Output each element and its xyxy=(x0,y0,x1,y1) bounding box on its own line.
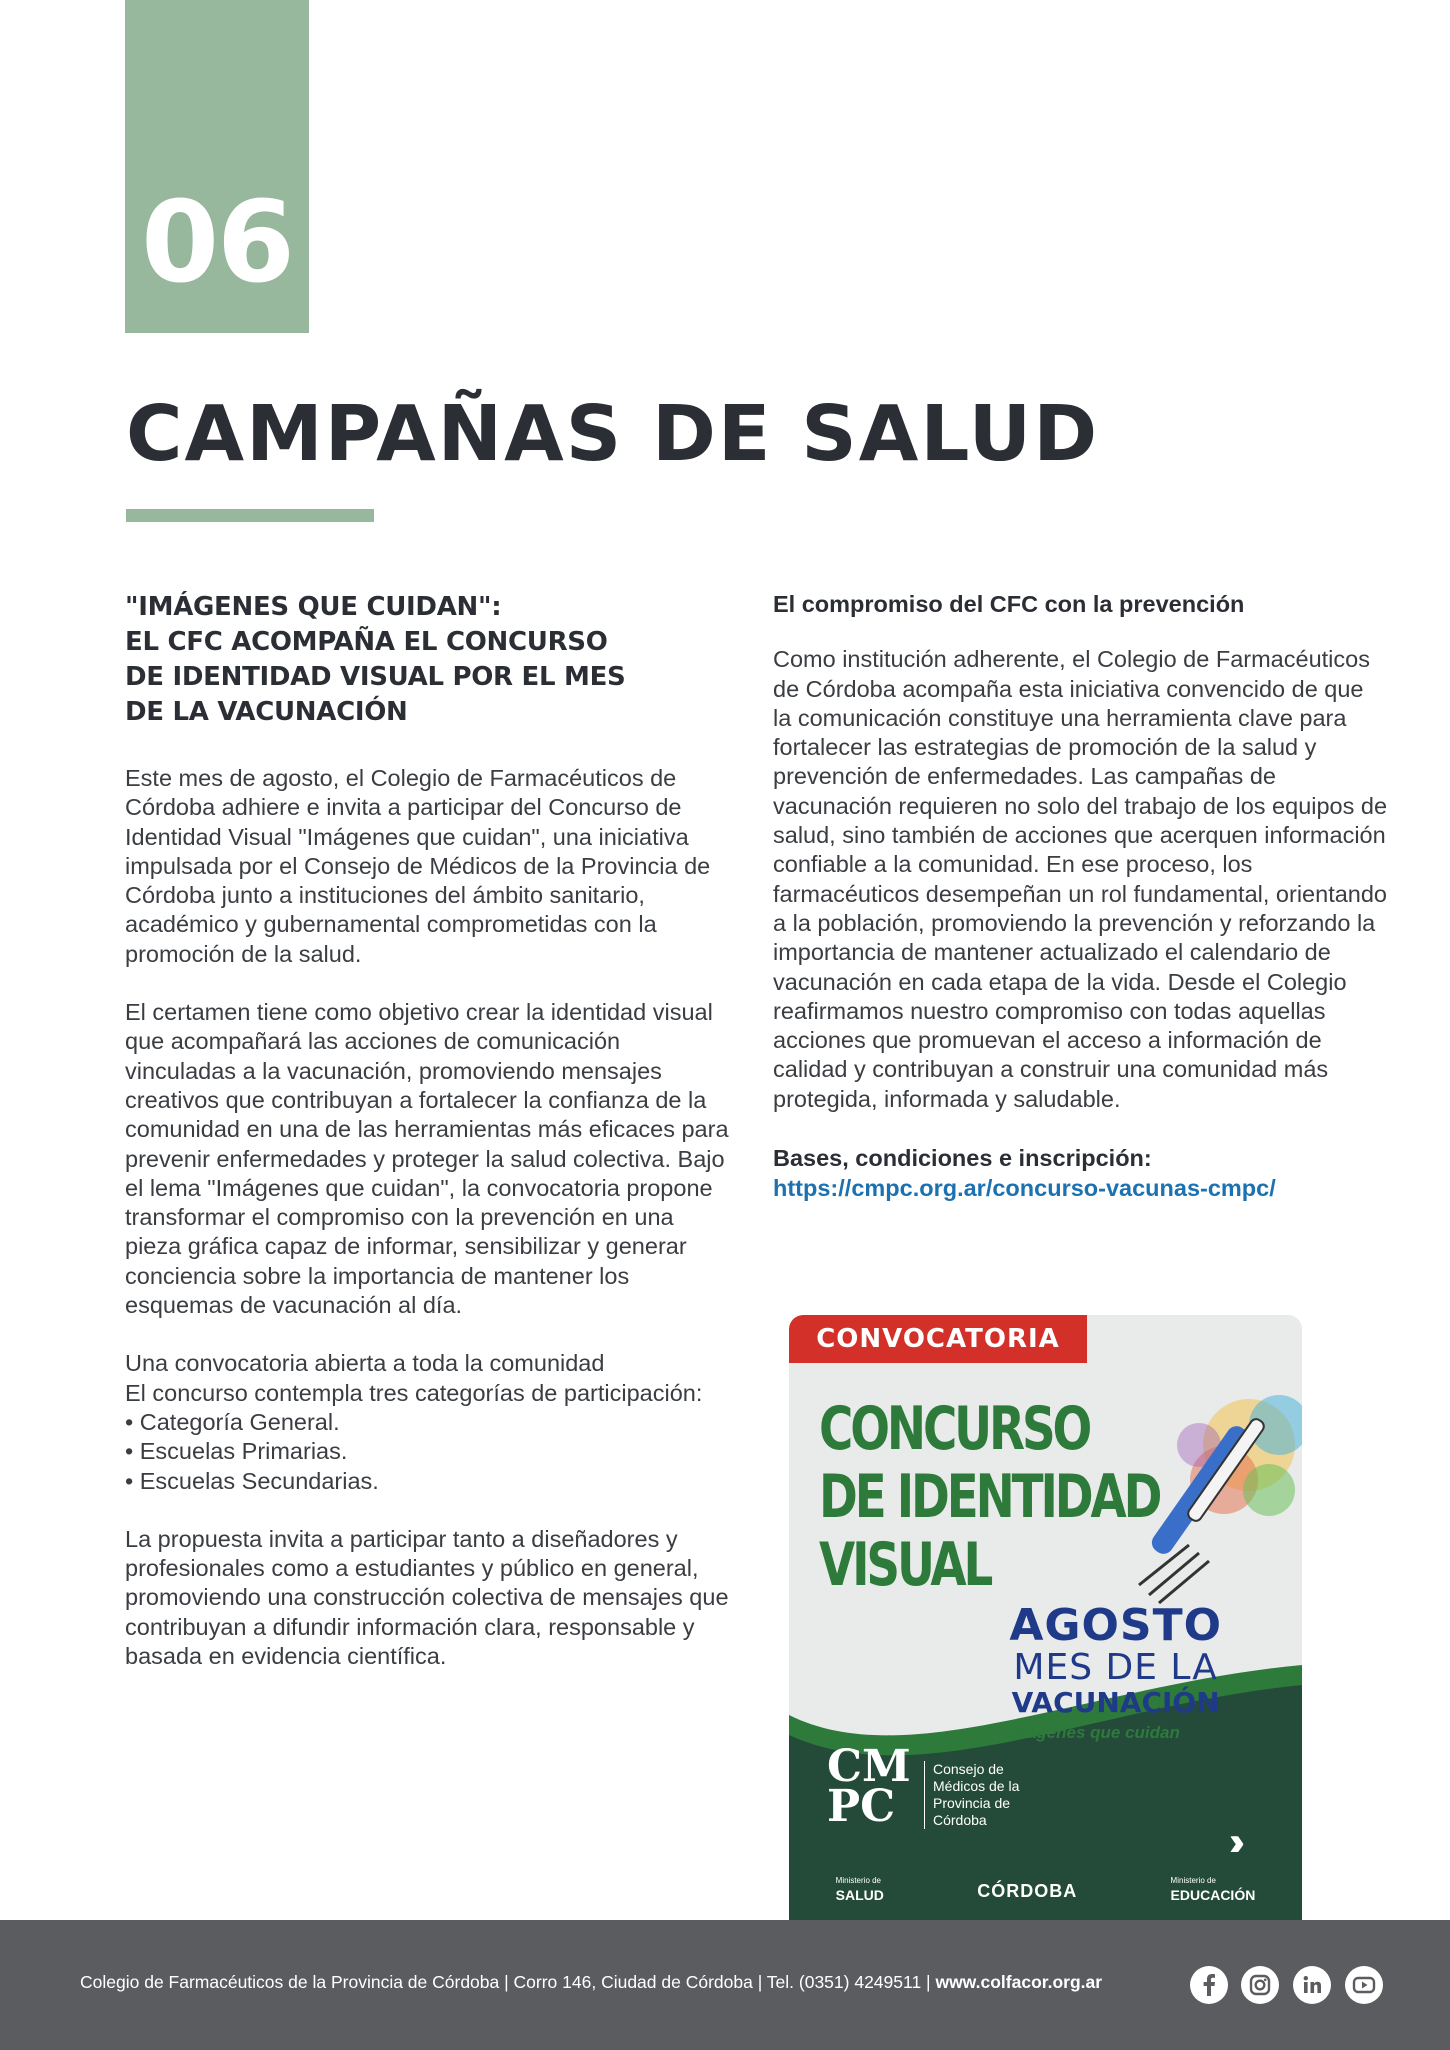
poster-title-line: VISUAL xyxy=(819,1530,991,1600)
footer-website-link[interactable]: www.colfacor.org.ar xyxy=(935,1972,1103,1992)
poster-agosto-block xyxy=(1009,1600,1222,1719)
poster-sponsors xyxy=(789,1874,1302,1902)
left-column xyxy=(125,590,730,1700)
cmpc-logo-mark xyxy=(827,1741,911,1832)
logo-mark-line: CM xyxy=(827,1741,911,1792)
right-column xyxy=(773,590,1388,1203)
logo-text-line: Consejo de xyxy=(933,1761,1004,1777)
youtube-icon[interactable] xyxy=(1345,1966,1383,2004)
ministry-name: EDUCACIÓN xyxy=(1170,1887,1256,1903)
right-subheading: El compromiso del CFC con la prevención xyxy=(773,591,1245,617)
categories-heading: Una convocatoria abierta a toda la comunidad xyxy=(125,1350,605,1377)
ministerio-salud-logo xyxy=(836,1874,884,1902)
paragraph-commitment: Como institución adherente, el Colegio de Farmacéuticos de Córdoba acompaña esta iniciativa convencido de que la comunicación constituye una herramienta clave para fortalecer las estrategias de promoción de la salud y prevención de enfermedades. Las campañas de vacunación requieren no solo del trabajo de los equipos de salud, sino también de acciones que acerquen información confiable a la comunidad. En ese proceso, los farmacéuticos desempeñan un rol fundamental, orientando a la población, promoviendo la prevención y reforzando la importancia de mantener actualizado el calendario de vacunación en cada etapa de la vida. Desde el Colegio reafirmamos nuestro compromiso con todas aquellas acciones que promuevan el acceso a información de calidad y contribuyan a construir una comunidad más protegida, informada y saludable. xyxy=(773,646,1388,1112)
poster-mes: MES DE LA xyxy=(1013,1647,1218,1688)
poster-title-line: DE IDENTIDAD xyxy=(819,1462,1160,1532)
ministry-small-label: Ministerio de xyxy=(835,1876,882,1885)
heading-line: "IMÁGENES QUE CUIDAN": xyxy=(125,592,502,622)
logo-text-line: Provincia de xyxy=(933,1795,1011,1811)
logo-mark-line: PC xyxy=(827,1781,896,1832)
page-title: CAMPAÑAS DE SALUD xyxy=(126,390,1100,479)
heading-line: DE LA VACUNACIÓN xyxy=(125,697,408,727)
paragraph-categories xyxy=(125,1349,730,1495)
category-item: • Escuelas Primarias. xyxy=(125,1438,348,1465)
poster-vacunacion: VACUNACIÓN xyxy=(1011,1686,1220,1719)
ministry-small-label: Ministerio de xyxy=(1170,1876,1216,1885)
cmpc-logo-text xyxy=(924,1761,1019,1829)
poster-agosto: AGOSTO xyxy=(1009,1600,1222,1651)
bases-block xyxy=(773,1143,1388,1203)
paragraph-intro: Este mes de agosto, el Colegio de Farmacéuticos de Córdoba adhiere e invita a participar del Concurso de Identidad Visual "Imágenes que cuidan", una iniciativa impulsada por el Consejo de Médicos de la Provincia de Córdoba junto a instituciones del ámbito sanitario, académico y gubernamental comprometidas con la promoción de la salud. xyxy=(125,765,711,967)
double-chevron-right-icon: ››› xyxy=(1229,1820,1233,1864)
linkedin-icon[interactable] xyxy=(1293,1966,1331,2004)
category-item: • Categoría General. xyxy=(125,1408,340,1435)
heading-line: DE IDENTIDAD VISUAL POR EL MES xyxy=(125,662,626,692)
paragraph-objective: El certamen tiene como objetivo crear la identidad visual que acompañará las acciones de comunicación vinculadas a la vacunación, promoviendo mensajes creativos que contribuyan a fortalecer la confianza de la comunidad en una de las herramientas más eficaces para prevenir enfermedades y proteger la salud colectiva. Bajo el lema "Imágenes que cuidan", la convocatoria propone transformar el compromiso con la prevención en una pieza gráfica capaz de informar, sensibilizar y generar conciencia sobre la importancia de mantener los esquemas de vacunación al día. xyxy=(125,999,729,1319)
ministerio-educacion-logo xyxy=(1171,1874,1256,1902)
logo-text-line: Médicos de la xyxy=(933,1778,1020,1794)
section-number: 06 xyxy=(141,178,293,308)
article-heading xyxy=(125,590,730,730)
footer-address: Colegio de Farmacéuticos de la Provincia de Córdoba | Corro 146, Ciudad de Córdoba | Tel. (0351) 4249511 | xyxy=(80,1972,936,1992)
footer-contact xyxy=(80,1972,1102,1993)
bases-link[interactable]: https://cmpc.org.ar/concurso-vacunas-cmpc/ xyxy=(773,1175,1276,1202)
title-underline xyxy=(126,509,374,522)
cordoba-logo: CÓRDOBA xyxy=(977,1881,1078,1901)
page-footer xyxy=(0,1920,1450,2050)
poster-tag: CONVOCATORIA xyxy=(789,1315,1087,1363)
ministry-name: SALUD xyxy=(835,1887,884,1903)
facebook-icon[interactable] xyxy=(1190,1966,1228,2004)
paragraph-invitation: La propuesta invita a participar tanto a diseñadores y profesionales como a estudiantes y público en general, promoviendo una construcción colectiva de mensajes que contribuyan a difundir información clara, responsable y basada en evidencia científica. xyxy=(125,1525,729,1670)
heading-line: EL CFC ACOMPAÑA EL CONCURSO xyxy=(125,627,608,657)
paintbrush-illustration-icon xyxy=(1129,1375,1302,1605)
instagram-icon[interactable] xyxy=(1241,1966,1279,2004)
logo-text-line: Córdoba xyxy=(933,1812,987,1828)
bases-label: Bases, condiciones e inscripción: xyxy=(773,1145,1152,1172)
contest-poster xyxy=(789,1315,1302,1920)
poster-title xyxy=(819,1395,1159,1599)
poster-title-line: CONCURSO xyxy=(819,1394,1090,1464)
category-item: • Escuelas Secundarias. xyxy=(125,1467,379,1494)
section-number-block xyxy=(125,0,309,333)
poster-tagline: Imágenes que cuidan xyxy=(1007,1723,1180,1742)
categories-intro: El concurso contempla tres categorías de participación: xyxy=(125,1379,703,1406)
